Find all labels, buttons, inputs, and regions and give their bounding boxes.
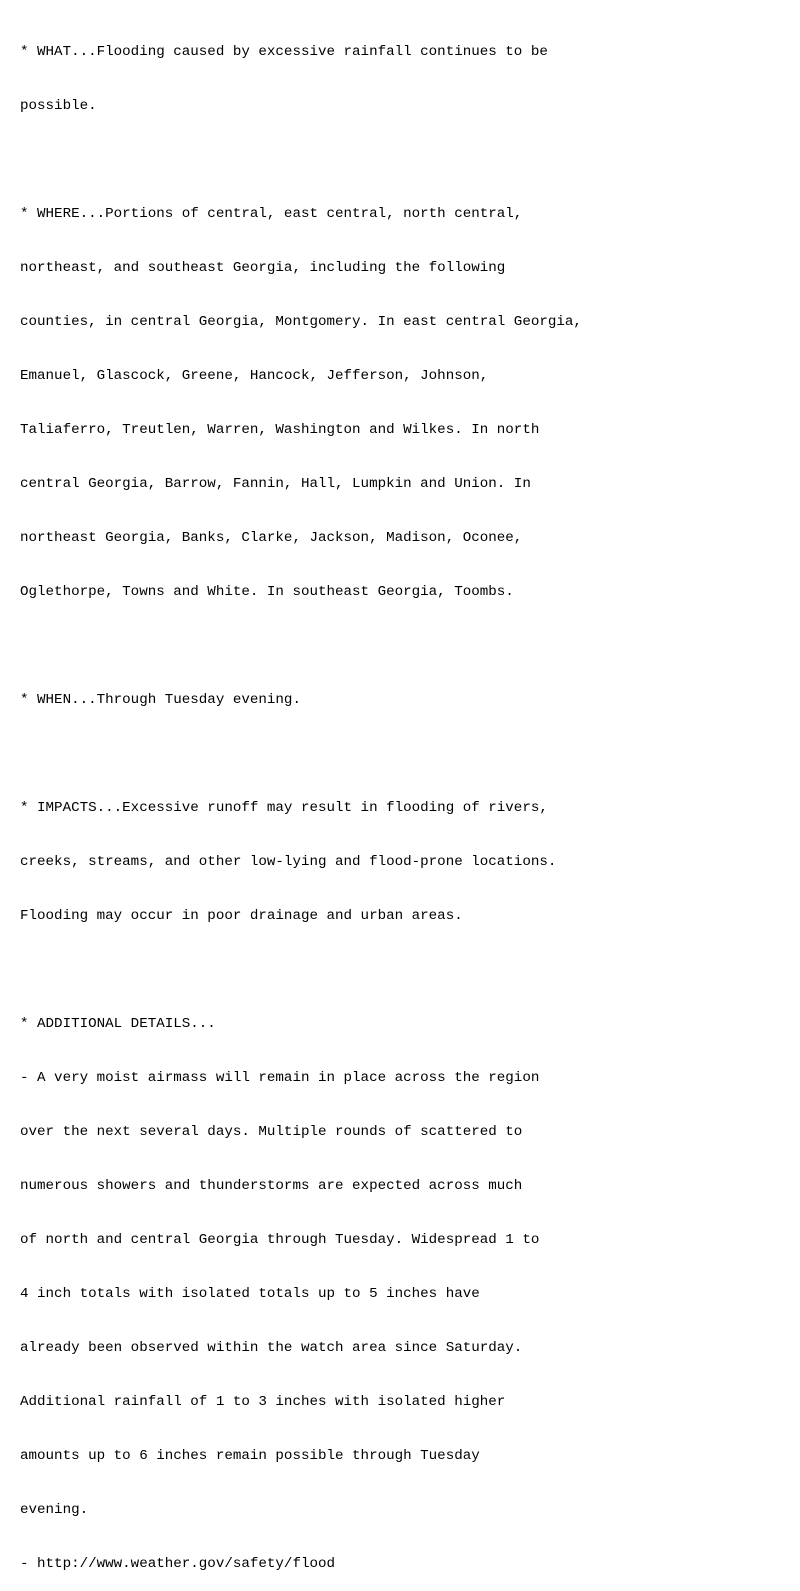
text-line: creeks, streams, and other low-lying and flood-prone locations. [20, 854, 557, 870]
text-line: Oglethorpe, Towns and White. In southeast Georgia, Toombs. [20, 584, 514, 600]
blank-line [20, 637, 582, 655]
text-line: * WHAT...Flooding caused by excessive rainfall continues to be [20, 44, 548, 60]
blank-line [20, 151, 582, 169]
text-line: over the next several days. Multiple rounds of scattered to [20, 1124, 523, 1140]
blank-line [20, 961, 582, 979]
text-line: Taliaferro, Treutlen, Warren, Washington and Wilkes. In north [20, 422, 540, 438]
text-line: northeast, and southeast Georgia, including the following [20, 260, 506, 276]
flood-safety-link[interactable]: http://www.weather.gov/safety/flood [37, 1556, 336, 1572]
text-line: Emanuel, Glascock, Greene, Hancock, Jefferson, Johnson, [20, 368, 489, 384]
text-line: Additional rainfall of 1 to 3 inches with isolated higher [20, 1394, 506, 1410]
link-prefix: - [20, 1556, 38, 1572]
text-line: - A very moist airmass will remain in place across the region [20, 1070, 540, 1086]
flood-watch-text [20, 7, 582, 1591]
text-line: counties, in central Georgia, Montgomery. In east central Georgia, [20, 314, 582, 330]
text-line: * ADDITIONAL DETAILS... [20, 1016, 216, 1032]
text-line: * WHERE...Portions of central, east central, north central, [20, 206, 523, 222]
text-line: Flooding may occur in poor drainage and urban areas. [20, 908, 463, 924]
text-line: numerous showers and thunderstorms are expected across much [20, 1178, 523, 1194]
text-line: 4 inch totals with isolated totals up to 5 inches have [20, 1286, 480, 1302]
text-line: evening. [20, 1502, 89, 1518]
text-line: of north and central Georgia through Tuesday. Widespread 1 to [20, 1232, 540, 1248]
text-line: * WHEN...Through Tuesday evening. [20, 692, 301, 708]
text-line: * IMPACTS...Excessive runoff may result in flooding of rivers, [20, 800, 548, 816]
link-line [20, 1555, 582, 1573]
text-line: already been observed within the watch area since Saturday. [20, 1340, 523, 1356]
blank-line [20, 745, 582, 763]
text-line: possible. [20, 98, 97, 114]
text-line: northeast Georgia, Banks, Clarke, Jackson, Madison, Oconee, [20, 530, 523, 546]
text-line: central Georgia, Barrow, Fannin, Hall, Lumpkin and Union. In [20, 476, 531, 492]
text-line: amounts up to 6 inches remain possible through Tuesday [20, 1448, 480, 1464]
